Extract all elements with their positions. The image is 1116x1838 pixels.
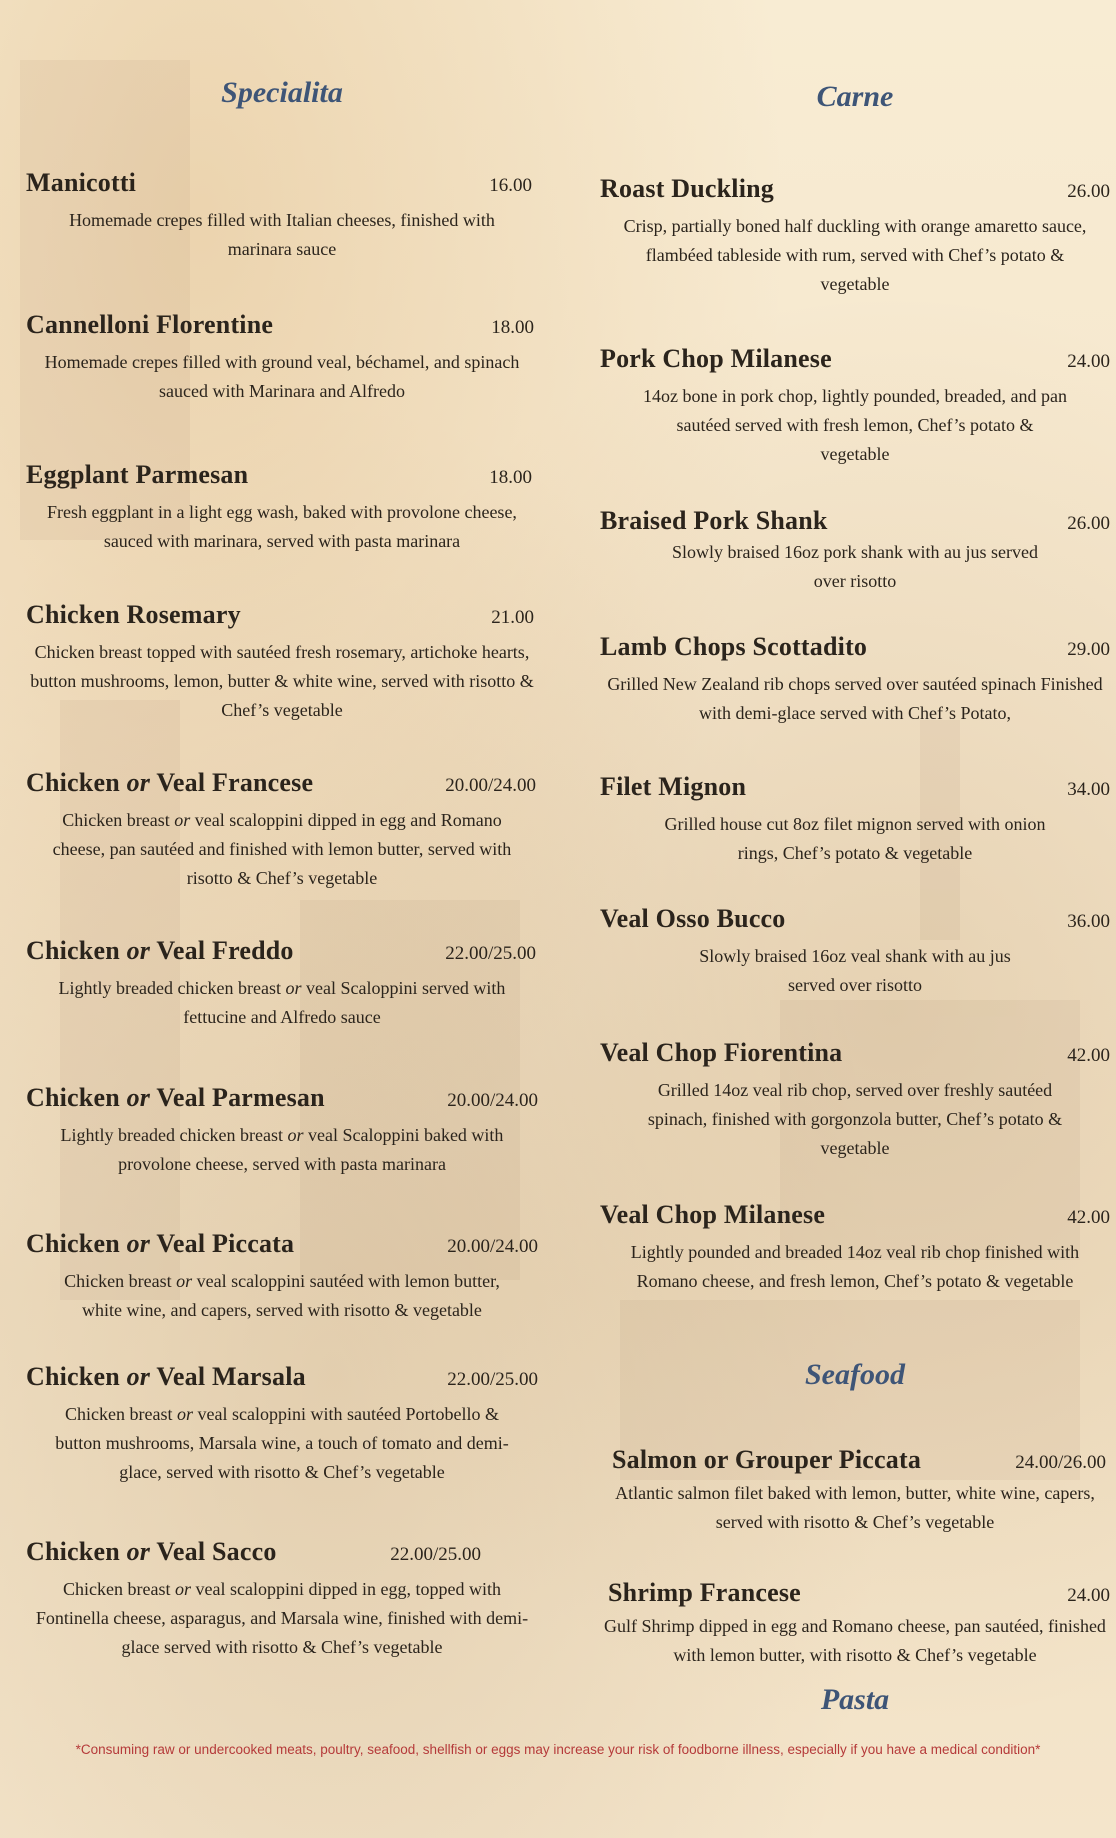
item-description: Homemade crepes filled with ground veal, béchamel, and spinach sauced with Marinara and Alfredo [44, 352, 520, 401]
item-name: Chicken or Veal Sacco [26, 1537, 277, 1566]
item-description: Lightly pounded and breaded 14oz veal rib chop finished with Romano cheese, and fresh lemon, Chef’s potato & vegetable [630, 1242, 1080, 1291]
item-price: 26.00 [1067, 513, 1110, 534]
item-name: Manicotti [26, 168, 137, 197]
item-price: 34.00 [1067, 779, 1110, 800]
menu-item-salmon-or-grouper-piccata [600, 1445, 1110, 1537]
item-price: 24.00 [1067, 1585, 1110, 1606]
section-title-specialita: Specialita [221, 76, 343, 109]
menu-item-manicotti [26, 168, 538, 264]
menu-item-veal-osso-bucco [600, 904, 1110, 1000]
menu-item-chicken-or-veal-parmesan [26, 1083, 538, 1179]
item-name: Cannelloni Florentine [26, 310, 274, 339]
item-price: 20.00/24.00 [447, 1090, 538, 1111]
item-price: 22.00/25.00 [390, 1544, 481, 1565]
menu-item-chicken-or-veal-sacco [26, 1537, 538, 1662]
item-price: 24.00 [1067, 351, 1110, 372]
item-name: Chicken Rosemary [26, 600, 241, 629]
item-name: Veal Osso Bucco [600, 904, 786, 933]
item-price: 22.00/25.00 [445, 943, 536, 964]
menu-item-roast-duckling [600, 174, 1110, 299]
item-name: Veal Chop Fiorentina [600, 1038, 843, 1067]
menu-item-chicken-or-veal-francese [26, 768, 538, 893]
item-description: Grilled New Zealand rib chops served over sautéed spinach Finished with demi-glace served with Chef’s Potato, [607, 674, 1103, 723]
menu-item-lamb-chops-scottadito [600, 632, 1110, 728]
item-price: 16.00 [489, 175, 532, 196]
item-description: Crisp, partially boned half duckling with orange amaretto sauce, flambéed tableside with rum, served with Chef’s potato & vegetable [623, 216, 1087, 294]
menu-item-veal-chop-milanese [600, 1200, 1110, 1296]
menu-item-chicken-rosemary [26, 600, 538, 725]
item-name: Shrimp Francese [608, 1578, 801, 1607]
item-description: Slowly braised 16oz veal shank with au jus served over risotto [699, 946, 1011, 995]
item-name: Chicken or Veal Piccata [26, 1229, 295, 1258]
item-name: Veal Chop Milanese [600, 1200, 826, 1229]
menu-item-chicken-or-veal-marsala [26, 1362, 538, 1487]
item-description: Lightly breaded chicken breast or veal Scaloppini baked with provolone cheese, served with pasta marinara [60, 1125, 504, 1174]
item-price: 29.00 [1067, 639, 1110, 660]
item-name: Roast Duckling [600, 174, 774, 203]
menu-item-chicken-or-veal-freddo [26, 936, 538, 1032]
item-price: 21.00 [491, 607, 534, 628]
item-name: Chicken or Veal Parmesan [26, 1083, 325, 1112]
item-description: Chicken breast or veal scaloppini dipped in egg, topped with Fontinella cheese, asparagus, and Marsala wine, finished with demi-glace served with risotto & Chef’s vegetable [35, 1579, 529, 1657]
item-price: 20.00/24.00 [445, 775, 536, 796]
item-name: Chicken or Veal Francese [26, 768, 314, 797]
item-description: Atlantic salmon filet baked with lemon, butter, white wine, capers, served with risotto & Chef’s vegetable [615, 1483, 1095, 1532]
section-title-pasta: Pasta [820, 1683, 890, 1716]
item-description: 14oz bone in pork chop, lightly pounded, breaded, and pan sautéed served with fresh lemon, Chef’s potato & vegetable [643, 386, 1067, 464]
menu-item-chicken-or-veal-piccata [26, 1229, 538, 1325]
item-name: Salmon or Grouper Piccata [612, 1445, 922, 1474]
item-description: Chicken breast topped with sautéed fresh rosemary, artichoke hearts, button mushrooms, lemon, butter & white wine, served with risotto & Chef’s vegetable [30, 642, 534, 720]
allergen-disclaimer: *Consuming raw or undercooked meats, poultry, seafood, shellfish or eggs may increase your risk of foodborne illness, especially if you have a medical condition* [75, 1742, 1041, 1757]
item-price: 18.00 [491, 317, 534, 338]
section-title-seafood: Seafood [805, 1358, 905, 1391]
item-description: Fresh eggplant in a light egg wash, baked with provolone cheese, sauced with marinara, served with pasta marinara [47, 502, 517, 551]
item-name: Chicken or Veal Marsala [26, 1362, 306, 1391]
menu-item-filet-mignon [600, 772, 1110, 868]
item-name: Eggplant Parmesan [26, 460, 249, 489]
item-price: 24.00/26.00 [1015, 1452, 1106, 1473]
item-price: 42.00 [1067, 1045, 1110, 1066]
menu-item-braised-pork-shank [600, 506, 1110, 596]
item-description: Lightly breaded chicken breast or veal Scaloppini served with fettucine and Alfredo sauce [58, 978, 506, 1027]
item-name: Lamb Chops Scottadito [600, 632, 868, 661]
item-price: 20.00/24.00 [447, 1236, 538, 1257]
item-price: 22.00/25.00 [447, 1369, 538, 1390]
item-name: Filet Mignon [600, 772, 747, 801]
item-name: Chicken or Veal Freddo [26, 936, 294, 965]
menu-item-cannelloni-florentine [26, 310, 538, 406]
menu-item-eggplant-parmesan [26, 460, 538, 556]
item-name: Braised Pork Shank [600, 506, 828, 535]
menu-item-veal-chop-fiorentina [600, 1038, 1110, 1163]
item-description: Slowly braised 16oz pork shank with au jus served over risotto [672, 542, 1038, 591]
item-description: Grilled 14oz veal rib chop, served over freshly sautéed spinach, finished with gorgonzola butter, Chef’s potato & vegetable [647, 1080, 1063, 1158]
item-name: Pork Chop Milanese [600, 344, 832, 373]
item-price: 42.00 [1067, 1207, 1110, 1228]
menu-item-pork-chop-milanese [600, 344, 1110, 469]
section-title-carne: Carne [816, 80, 894, 113]
item-price: 36.00 [1067, 911, 1110, 932]
item-description: Homemade crepes filled with Italian cheeses, finished with marinara sauce [69, 210, 495, 259]
item-description: Chicken breast or veal scaloppini with sautéed Portobello & button mushrooms, Marsala wine, a touch of tomato and demi-glace, served with risotto & Chef’s vegetable [55, 1404, 509, 1482]
menu-item-shrimp-francese [600, 1578, 1110, 1670]
item-description: Chicken breast or veal scaloppini dipped in egg and Romano cheese, pan sautéed and finished with lemon butter, served with risotto & Chef’s vegetable [52, 810, 512, 888]
item-description: Chicken breast or veal scaloppini sautéed with lemon butter, white wine, and capers, served with risotto & vegetable [64, 1271, 500, 1320]
item-description: Gulf Shrimp dipped in egg and Romano cheese, pan sautéed, finished with lemon butter, with risotto & Chef’s vegetable [604, 1616, 1106, 1665]
item-price: 26.00 [1067, 181, 1110, 202]
item-description: Grilled house cut 8oz filet mignon served with onion rings, Chef’s potato & vegetable [664, 814, 1046, 863]
item-price: 18.00 [489, 467, 532, 488]
